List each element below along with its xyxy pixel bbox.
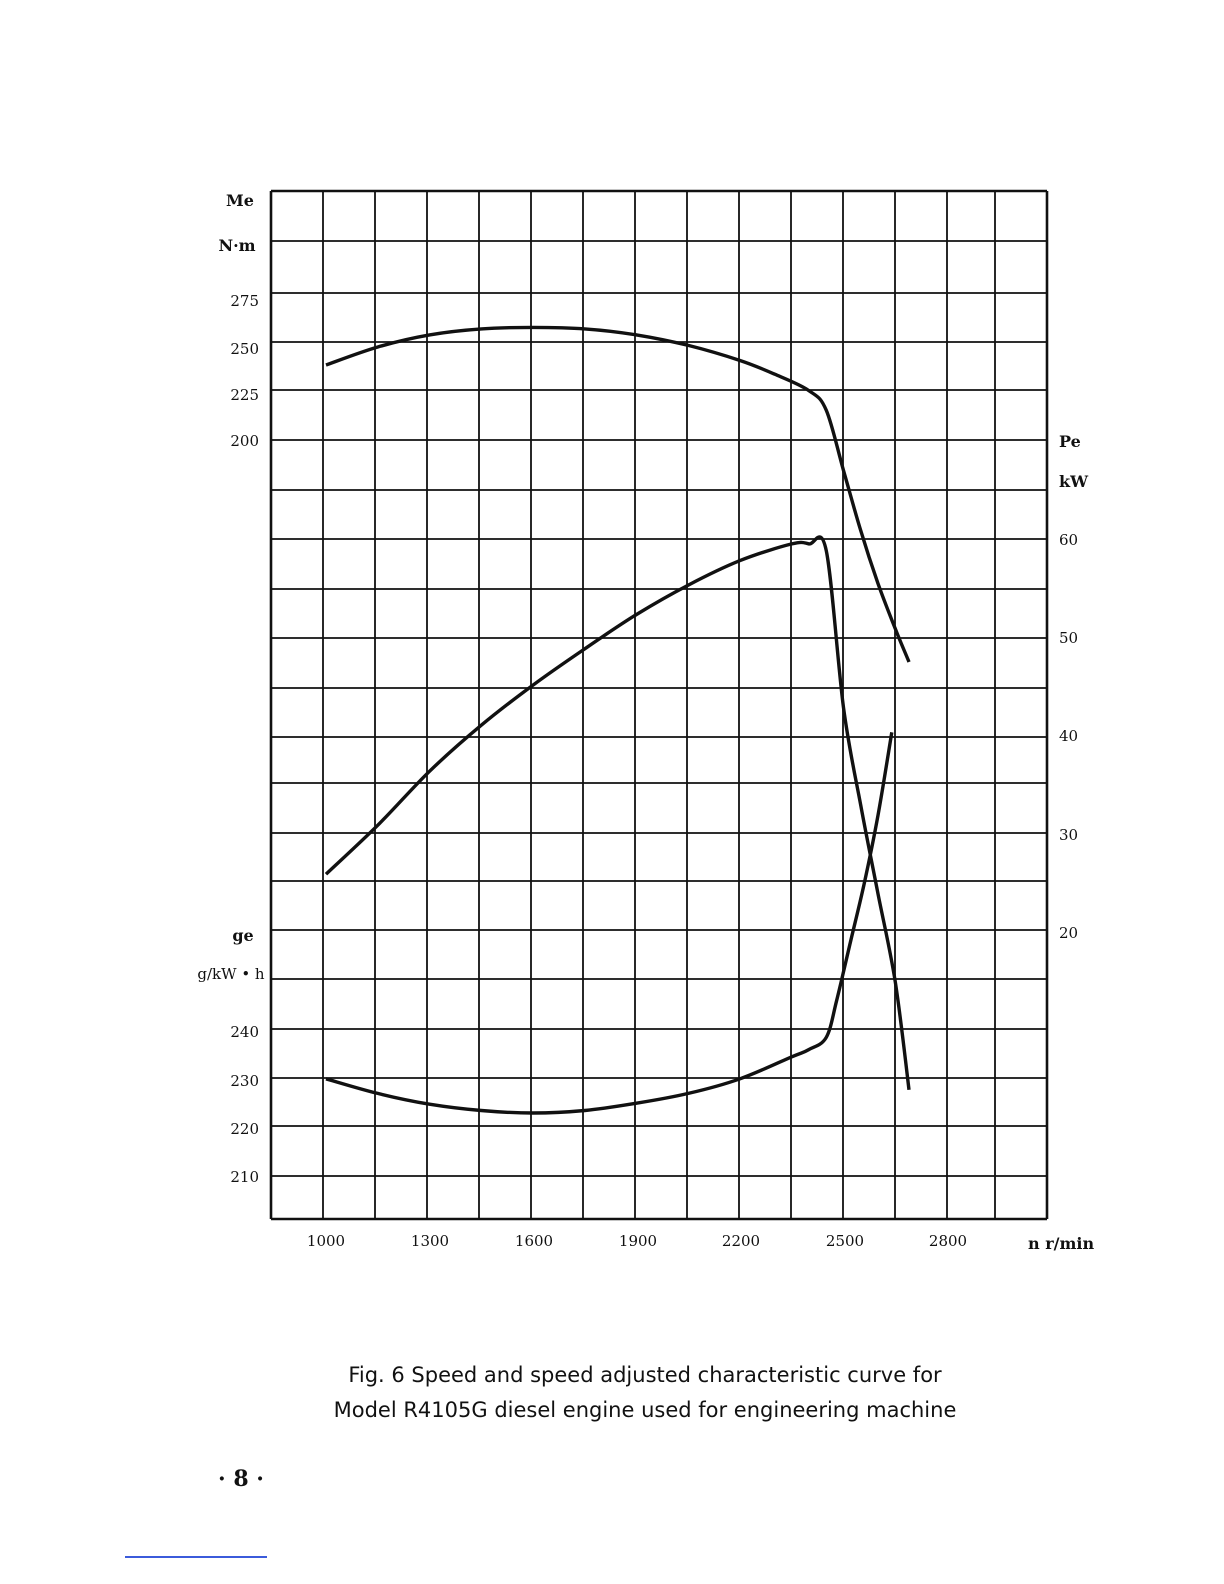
fuel-axis-unit: g/kW • h bbox=[197, 965, 265, 983]
x-tick: 1900 bbox=[618, 1232, 658, 1250]
power-tick: 60 bbox=[1059, 531, 1079, 549]
fuel-tick: 210 bbox=[230, 1168, 259, 1186]
fuel-tick: 240 bbox=[230, 1023, 259, 1041]
torque-tick: 275 bbox=[230, 292, 259, 310]
figure-caption-line2: Model R4105G diesel engine used for engineering machine bbox=[333, 1398, 957, 1422]
x-tick: 1000 bbox=[306, 1232, 346, 1250]
torque-tick: 200 bbox=[230, 432, 259, 450]
chart-curves bbox=[326, 327, 909, 1113]
power-axis-label: Pe bbox=[1059, 432, 1081, 451]
x-tick: 2800 bbox=[928, 1232, 968, 1250]
torque-axis-unit: N·m bbox=[218, 236, 256, 255]
torque-axis-label: Me bbox=[226, 191, 254, 210]
torque-curve bbox=[326, 327, 909, 662]
figure-caption-line1: Fig. 6 Speed and speed adjusted characteristic curve for bbox=[348, 1363, 942, 1387]
x-tick: 1300 bbox=[410, 1232, 450, 1250]
power-tick: 40 bbox=[1059, 727, 1079, 745]
fuel-axis-label: ge bbox=[232, 926, 254, 945]
torque-tick: 225 bbox=[230, 386, 259, 404]
fuel-tick: 220 bbox=[230, 1120, 259, 1138]
power-tick: 50 bbox=[1059, 629, 1079, 647]
page-number: · 8 · bbox=[218, 1466, 264, 1492]
fuel-tick: 230 bbox=[230, 1072, 259, 1090]
torque-tick: 250 bbox=[230, 340, 259, 358]
power-tick: 20 bbox=[1059, 924, 1079, 942]
x-tick: 2200 bbox=[721, 1232, 761, 1250]
x-tick: 2500 bbox=[825, 1232, 865, 1250]
power-axis-unit: kW bbox=[1059, 472, 1089, 491]
x-axis-label: n r/min bbox=[1028, 1234, 1095, 1253]
footer-rule bbox=[125, 1556, 267, 1558]
power-curve bbox=[326, 537, 909, 1090]
power-tick: 30 bbox=[1059, 826, 1079, 844]
x-tick: 1600 bbox=[514, 1232, 554, 1250]
